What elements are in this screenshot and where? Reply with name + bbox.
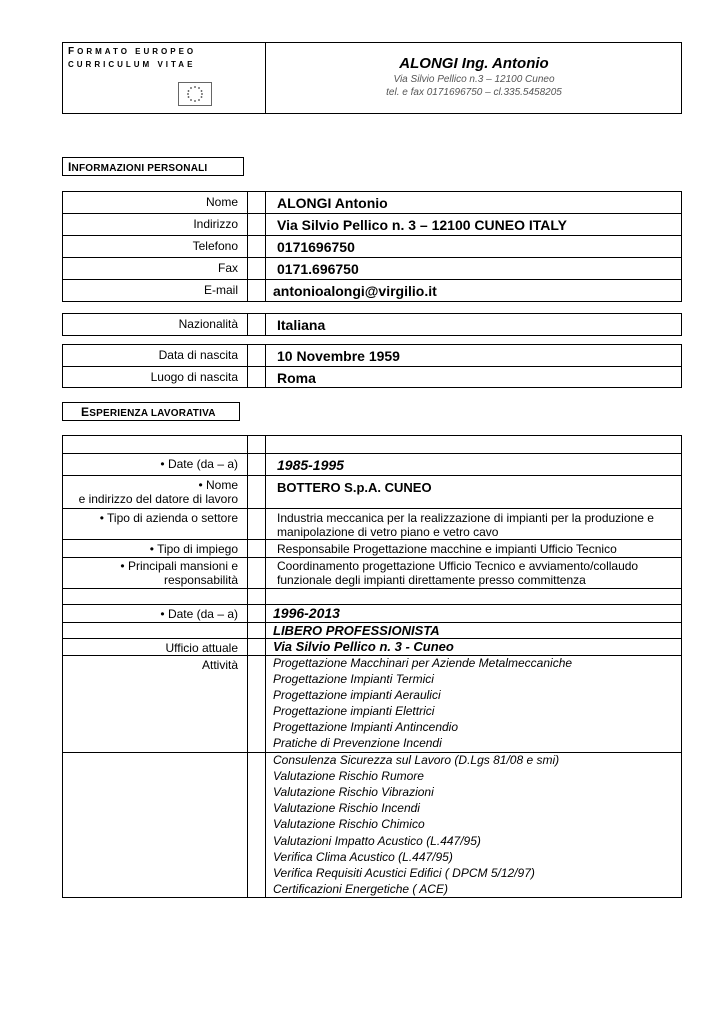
- nazionalita-label: Nazionalità: [178, 317, 238, 331]
- fax-value: 0171.696750: [277, 261, 359, 277]
- indirizzo-value: Via Silvio Pellico n. 3 – 12100 CUNEO ITALY: [277, 217, 567, 233]
- w1-tipo-azienda-label: • Tipo di azienda o settore: [99, 511, 238, 525]
- col-divider: [247, 313, 248, 336]
- row-divider: [62, 235, 682, 236]
- col-divider: [265, 313, 266, 336]
- row-divider: [62, 453, 682, 454]
- nome-label: Nome: [205, 195, 238, 209]
- section-initial: E: [81, 405, 90, 419]
- w1-tipo-impiego-value: Responsabile Progettazione macchine e impianti Ufficio Tecnico: [277, 542, 617, 556]
- email-value: antonioalongi@virgilio.it: [273, 283, 437, 299]
- row-divider: [62, 539, 682, 540]
- attivita-item: Progettazione Impianti Antincendio: [273, 720, 459, 734]
- consulenza-item: Verifica Requisiti Acustici Edifici ( DPCM 5/12/97): [273, 866, 535, 880]
- header-cv: CURRICULUM VITAE: [68, 60, 196, 69]
- w1-date-value: 1985-1995: [277, 457, 344, 473]
- row-divider: [62, 279, 682, 280]
- luogo-label: Luogo di nascita: [150, 370, 238, 384]
- indirizzo-label: Indirizzo: [193, 217, 238, 231]
- header-address: Via Silvio Pellico n.3 – 12100 Cuneo: [393, 74, 555, 85]
- section-work-title: [81, 405, 216, 419]
- w1-mansioni-value: Coordinamento progettazione Ufficio Tecnico e avviamento/collaudo funzionale degli impianti direttamente presso committenza: [277, 559, 639, 587]
- header-format-rest: ORMATO EUROPEO: [77, 47, 197, 56]
- w1-date-label: • Date (da – a): [160, 457, 238, 471]
- col-divider: [247, 435, 248, 898]
- header-format: [68, 46, 196, 57]
- header-contacts: tel. e fax 0171696750 – cl.335.5458205: [386, 87, 562, 98]
- consulenza-item: Valutazione Rischio Rumore: [273, 769, 424, 783]
- row-divider: [62, 366, 682, 367]
- nazionalita-value: Italiana: [277, 317, 326, 333]
- row-divider: [62, 508, 682, 509]
- attivita-item: Progettazione impianti Elettrici: [273, 704, 435, 718]
- consulenza-item: Verifica Clima Acustico (L.447/95): [273, 850, 453, 864]
- section-initial: I: [68, 160, 72, 174]
- w1-tipo-impiego-label: • Tipo di impiego: [149, 542, 238, 556]
- attivita-item: Progettazione Impianti Termici: [273, 672, 434, 686]
- header-name: ALONGI Ing. Antonio: [399, 55, 549, 72]
- consulenza-item: Valutazione Rischio Chimico: [273, 817, 425, 831]
- eu-stars-icon: [179, 83, 211, 105]
- nome-value: ALONGI Antonio: [277, 195, 388, 211]
- w2-date-value: 1996-2013: [273, 605, 340, 621]
- consulenza-item: Valutazione Rischio Incendi: [273, 801, 420, 815]
- email-label: E-mail: [203, 283, 238, 297]
- row-divider: [62, 257, 682, 258]
- telefono-value: 0171696750: [277, 239, 355, 255]
- fax-label: Fax: [217, 261, 238, 275]
- consulenza-item: Consulenza Sicurezza sul Lavoro (D.Lgs 81/08 e smi): [273, 753, 560, 767]
- w1-tipo-azienda-value: Industria meccanica per la realizzazione di impianti per la produzione e manipolazione di vetro piano e vetro cavo: [277, 511, 654, 539]
- w1-nome-label2: e indirizzo del datore di lavoro: [78, 492, 238, 506]
- w2-ufficio-value: Via Silvio Pellico n. 3 - Cuneo: [273, 639, 454, 654]
- w2-role: LIBERO PROFESSIONISTA: [273, 623, 440, 638]
- nascita-label: Data di nascita: [158, 348, 238, 362]
- col-divider: [247, 191, 248, 302]
- attivita-item: Progettazione impianti Aeraulici: [273, 688, 441, 702]
- col-divider: [265, 191, 266, 302]
- consulenza-item: Valutazioni Impatto Acustico (L.447/95): [273, 834, 481, 848]
- nascita-value: 10 Novembre 1959: [277, 348, 400, 364]
- header-format-initial: F: [68, 46, 78, 57]
- row-divider: [62, 557, 682, 558]
- col-divider: [265, 435, 266, 898]
- w1-mansioni-label1: • Principali mansioni e: [120, 559, 238, 573]
- row-divider: [62, 604, 682, 605]
- row-divider: [62, 213, 682, 214]
- consulenza-item: Certificazioni Energetiche ( ACE): [273, 882, 448, 896]
- luogo-value: Roma: [277, 370, 316, 386]
- consulenza-item: Valutazione Rischio Vibrazioni: [273, 785, 434, 799]
- attivita-item: Progettazione Macchinari per Aziende Metalmeccaniche: [273, 656, 573, 670]
- w2-date-label: • Date (da – a): [160, 607, 238, 621]
- w1-mansioni-label2: responsabilità: [163, 573, 238, 587]
- section-rest: SPERIENZA LAVORATIVA: [89, 408, 216, 419]
- w1-nome-label1: • Nome: [198, 478, 238, 492]
- section-rest: NFORMAZIONI PERSONALI: [71, 163, 208, 174]
- section-personal-title: [68, 160, 207, 174]
- w1-nome-value: BOTTERO S.p.A. CUNEO: [277, 480, 432, 495]
- row-divider: [62, 475, 682, 476]
- w2-attivita-label: Attività: [201, 658, 238, 672]
- w2-ufficio-label: Ufficio attuale: [165, 641, 238, 655]
- attivita-item: Pratiche di Prevenzione Incendi: [273, 736, 442, 750]
- row-divider: [62, 588, 682, 589]
- telefono-label: Telefono: [192, 239, 238, 253]
- eu-flag-icon: [178, 82, 212, 106]
